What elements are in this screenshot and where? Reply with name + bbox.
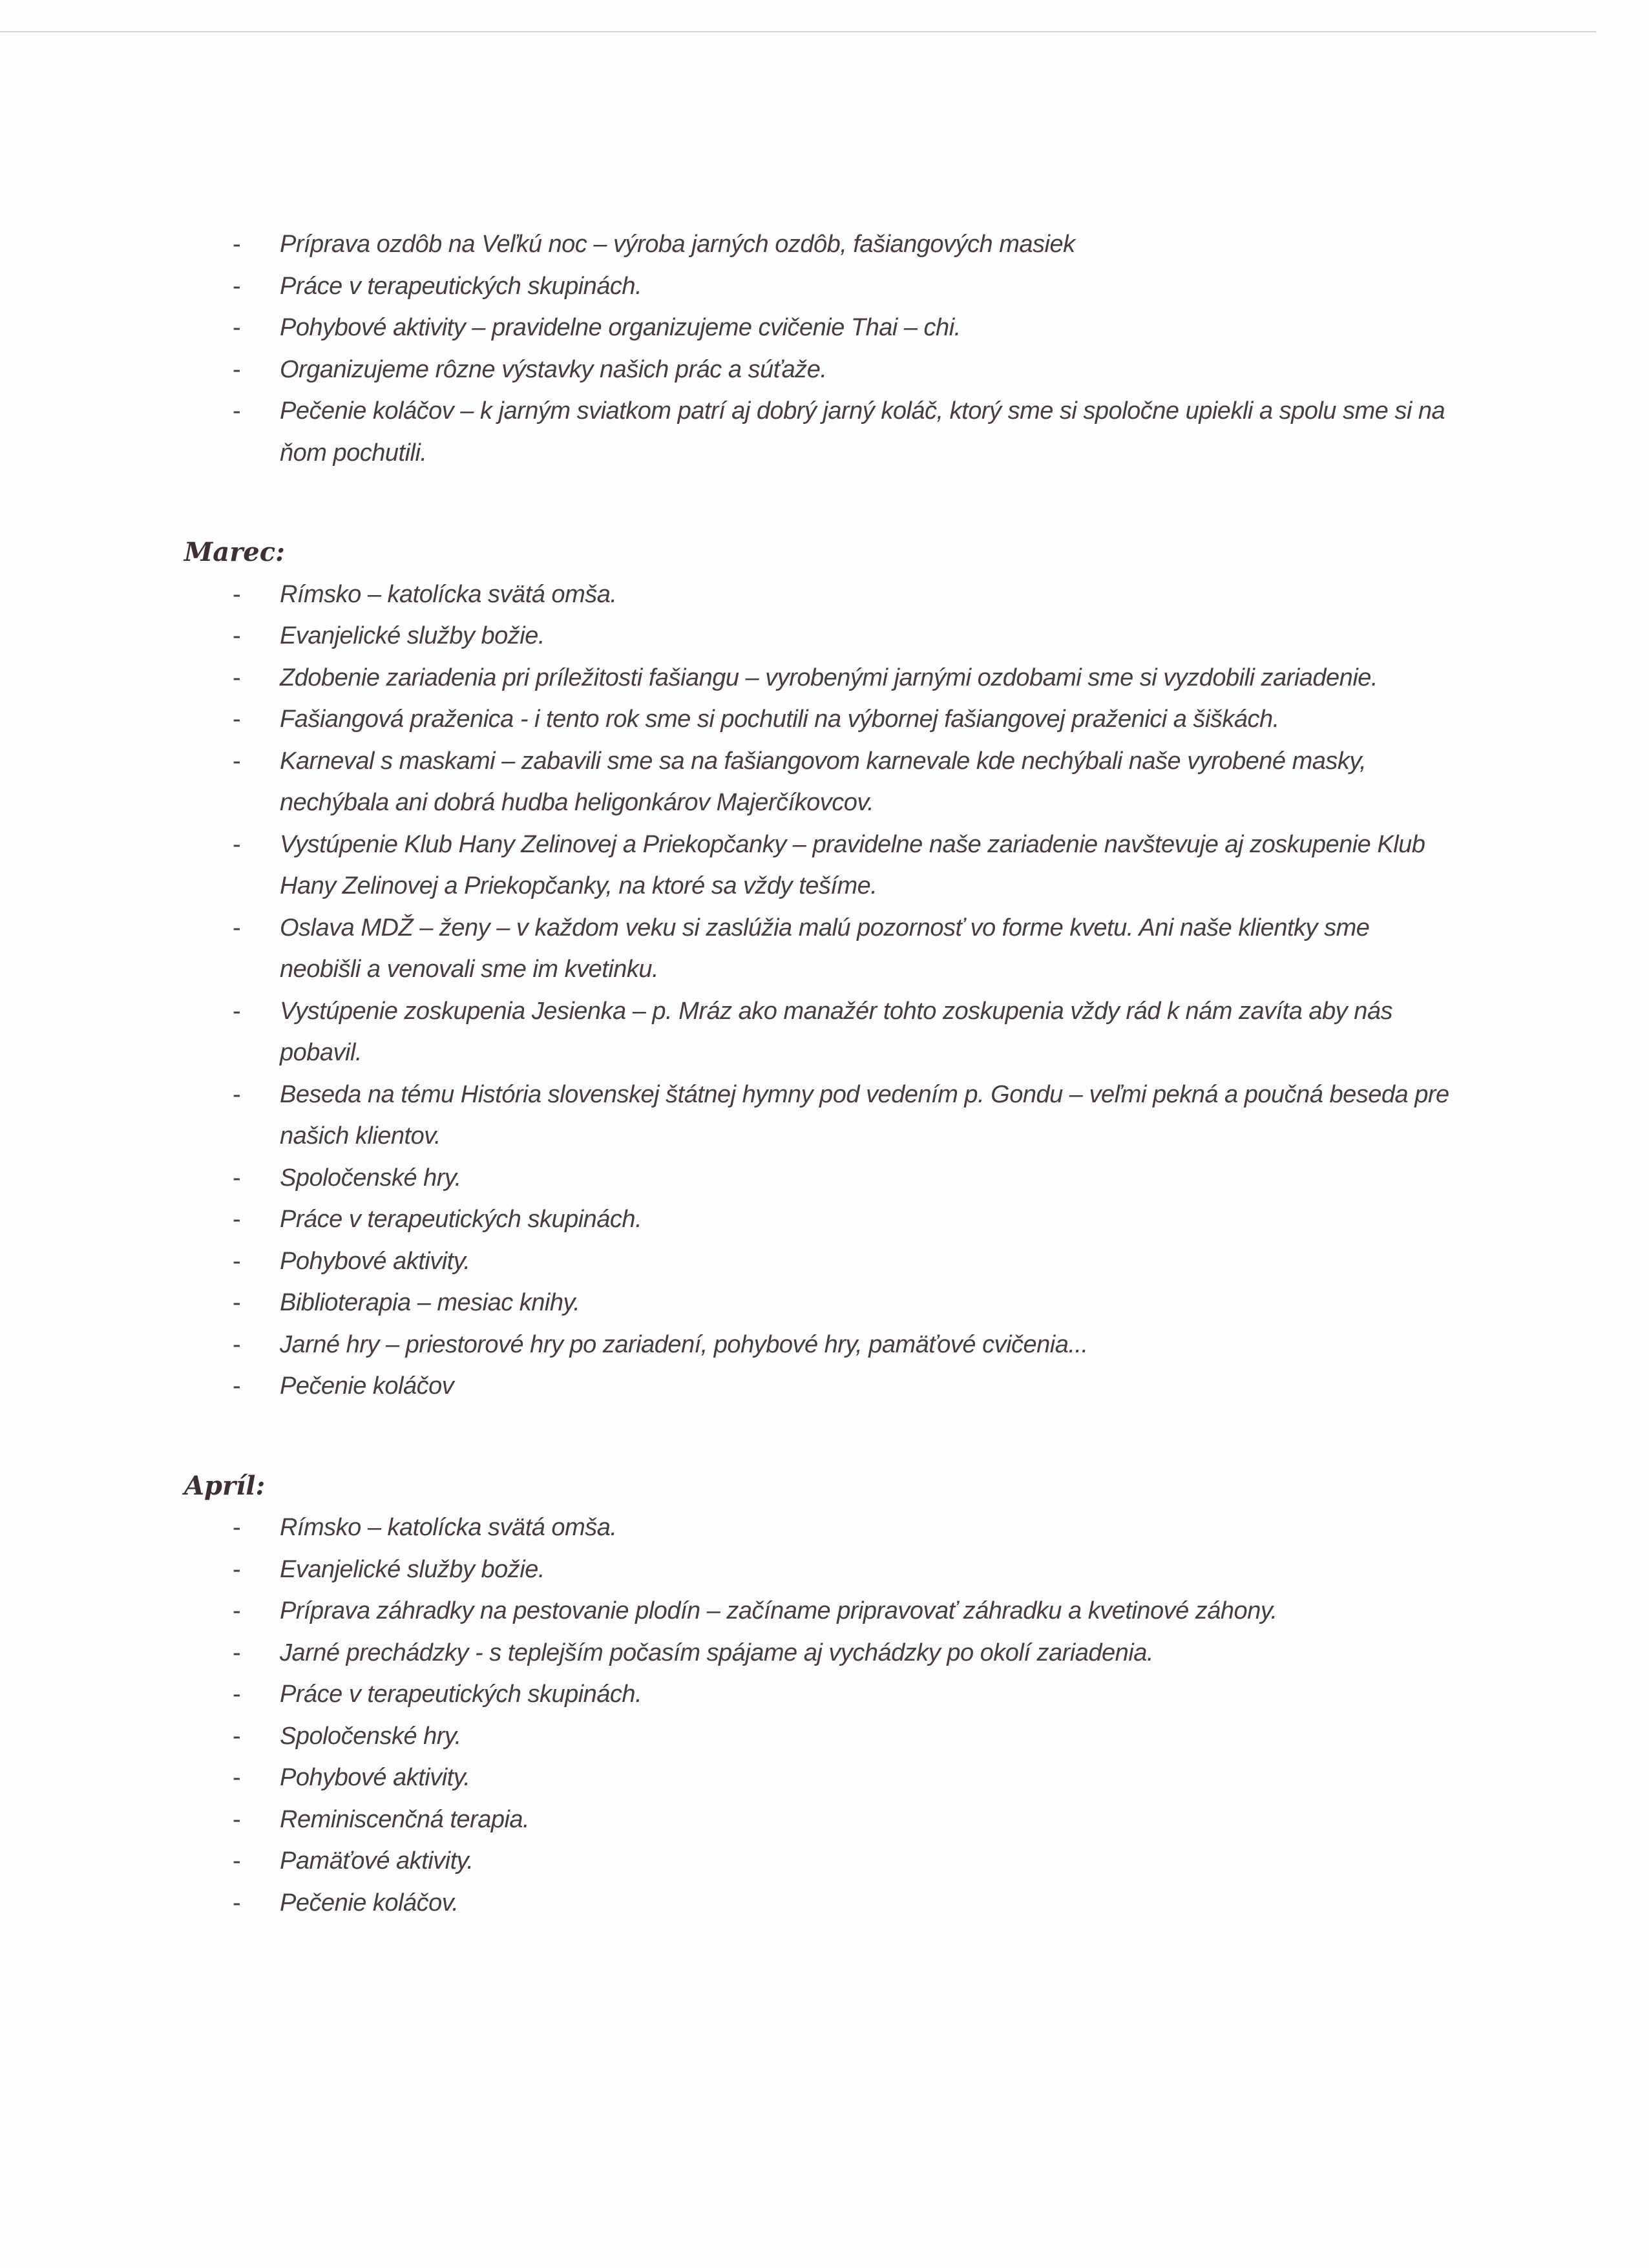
list-item [0, 1157, 1649, 1199]
bullet-dash: - [233, 1597, 241, 1624]
list-item [0, 657, 1649, 699]
list-item-text: Pohybové aktivity. [280, 1764, 470, 1791]
section-marec [0, 532, 1649, 1407]
list-item-text: Beseda na tému História slovenskej štátnej hymny pod vedením p. Gondu – veľmi pekná a poučná beseda pre našich klientov. [280, 1080, 1449, 1150]
bullet-dash: - [233, 1247, 241, 1275]
list-item [0, 1590, 1649, 1632]
marec-list [0, 574, 1649, 1407]
list-item-text: Pohybové aktivity – pravidelne organizujeme cvičenie Thai – chi. [280, 314, 961, 341]
section-heading-marec: Marec: [184, 537, 285, 567]
list-item [0, 1241, 1649, 1283]
list-item [0, 824, 1649, 907]
list-item [0, 1507, 1649, 1549]
bullet-dash: - [233, 1889, 241, 1916]
list-item-text: Karneval s maskami – zabavili sme sa na fašiangovom karnevale kde nechýbali naše vyrobené masky, nechýbala ani dobrá hudba heligonkárov Majerčíkovcov. [280, 747, 1367, 816]
bullet-dash: - [233, 1372, 241, 1400]
list-item [0, 991, 1649, 1074]
bullet-dash: - [233, 1289, 241, 1316]
list-item-text: Práce v terapeutických skupinách. [280, 1206, 642, 1233]
bullet-dash: - [233, 1330, 241, 1358]
bullet-dash: - [233, 830, 241, 858]
bullet-dash: - [233, 1639, 241, 1666]
list-item [0, 615, 1649, 657]
list-item-text: Vystúpenie zoskupenia Jesienka – p. Mráz ako manažér tohto zoskupenia vždy rád k nám zavíta aby nás pobavil. [280, 997, 1393, 1066]
list-item-text: Spoločenské hry. [280, 1722, 461, 1750]
list-item-text: Evanjelické služby božie. [280, 1555, 545, 1583]
bullet-dash: - [233, 1514, 241, 1541]
section-heading-april: Apríl: [184, 1470, 266, 1501]
list-item-text: Organizujeme rôzne výstavky našich prác a súťaže. [280, 355, 827, 383]
list-item [0, 1199, 1649, 1241]
bullet-dash: - [233, 1722, 241, 1750]
list-item [0, 740, 1649, 824]
list-item [0, 390, 1649, 474]
list-item [0, 1799, 1649, 1841]
bullet-dash: - [233, 314, 241, 341]
list-item-text: Príprava záhradky na pestovanie plodín – začíname pripravovať záhradku a kvetinové záhony. [280, 1597, 1277, 1624]
april-list [0, 1507, 1649, 1924]
bullet-dash: - [233, 580, 241, 608]
list-item-text: Pečenie koláčov [280, 1372, 454, 1400]
list-item [0, 349, 1649, 391]
document-body [0, 224, 1649, 1982]
bullet-dash: - [233, 272, 241, 300]
list-item [0, 1716, 1649, 1758]
list-item-text: Rímsko – katolícka svätá omša. [280, 1514, 617, 1541]
list-item [0, 266, 1649, 308]
list-item [0, 1632, 1649, 1674]
list-item [0, 1324, 1649, 1366]
bullet-dash: - [233, 622, 241, 649]
section-intro [0, 224, 1649, 474]
list-item-text: Biblioterapia – mesiac knihy. [280, 1289, 580, 1316]
list-item-text: Pečenie koláčov. [280, 1889, 459, 1916]
list-item [0, 574, 1649, 616]
list-item [0, 224, 1649, 266]
list-item [0, 1282, 1649, 1324]
list-item [0, 1549, 1649, 1591]
intro-list [0, 224, 1649, 474]
list-item-text: Rímsko – katolícka svätá omša. [280, 580, 617, 608]
scan-top-border [0, 31, 1596, 32]
list-item [0, 698, 1649, 740]
bullet-dash: - [233, 397, 241, 425]
list-item-text: Pohybové aktivity. [280, 1247, 470, 1275]
list-item-text: Vystúpenie Klub Hany Zelinovej a Priekopčanky – pravidelne naše zariadenie navštevuje aj zoskupenie Klub Hany Zelinovej a Priekopčanky, na ktoré sa vždy tešíme. [280, 830, 1425, 899]
list-item [0, 1840, 1649, 1882]
bullet-dash: - [233, 1206, 241, 1233]
list-item [0, 1074, 1649, 1157]
list-item-text: Oslava MDŽ – ženy – v každom veku si zaslúžia malú pozornosť vo forme kvetu. Ani naše klientky sme neobišli a venovali sme im kvetinku. [280, 914, 1370, 983]
list-item-text: Jarné hry – priestorové hry po zariadení, pohybové hry, pamäťové cvičenia... [280, 1330, 1088, 1358]
bullet-dash: - [233, 355, 241, 383]
bullet-dash: - [233, 706, 241, 733]
list-item-text: Fašiangová praženica - i tento rok sme si pochutili na výbornej fašiangovej praženici a šiškách. [280, 706, 1279, 733]
list-item [0, 307, 1649, 349]
bullet-dash: - [233, 664, 241, 691]
bullet-dash: - [233, 747, 241, 775]
list-item-text: Spoločenské hry. [280, 1164, 461, 1192]
bullet-dash: - [233, 997, 241, 1025]
list-item-text: Pamäťové aktivity. [280, 1847, 474, 1874]
list-item-text: Príprava ozdôb na Veľkú noc – výroba jarných ozdôb, fašiangových masiek [280, 231, 1075, 258]
bullet-dash: - [233, 231, 241, 258]
bullet-dash: - [233, 1164, 241, 1192]
bullet-dash: - [233, 1080, 241, 1108]
list-item [0, 1757, 1649, 1799]
list-item-text: Reminiscenčná terapia. [280, 1805, 530, 1833]
list-item-text: Zdobenie zariadenia pri príležitosti fašiangu – vyrobenými jarnými ozdobami sme si vyzdobili zariadenie. [280, 664, 1378, 691]
list-item-text: Práce v terapeutických skupinách. [280, 272, 642, 300]
bullet-dash: - [233, 1555, 241, 1583]
list-item-text: Jarné prechádzky - s teplejším počasím spájame aj vychádzky po okolí zariadenia. [280, 1639, 1153, 1666]
bullet-dash: - [233, 1805, 241, 1833]
list-item [0, 1365, 1649, 1407]
list-item [0, 1882, 1649, 1924]
list-item-text: Pečenie koláčov – k jarným sviatkom patrí aj dobrý jarný koláč, ktorý sme si spoločne upiekli a spolu sme si na ňom pochutili. [280, 397, 1445, 467]
bullet-dash: - [233, 1764, 241, 1791]
bullet-dash: - [233, 1681, 241, 1708]
list-item-text: Práce v terapeutických skupinách. [280, 1681, 642, 1708]
list-item [0, 907, 1649, 991]
bullet-dash: - [233, 1847, 241, 1874]
section-april [0, 1465, 1649, 1924]
list-item-text: Evanjelické služby božie. [280, 622, 545, 649]
list-item [0, 1674, 1649, 1716]
bullet-dash: - [233, 914, 241, 941]
